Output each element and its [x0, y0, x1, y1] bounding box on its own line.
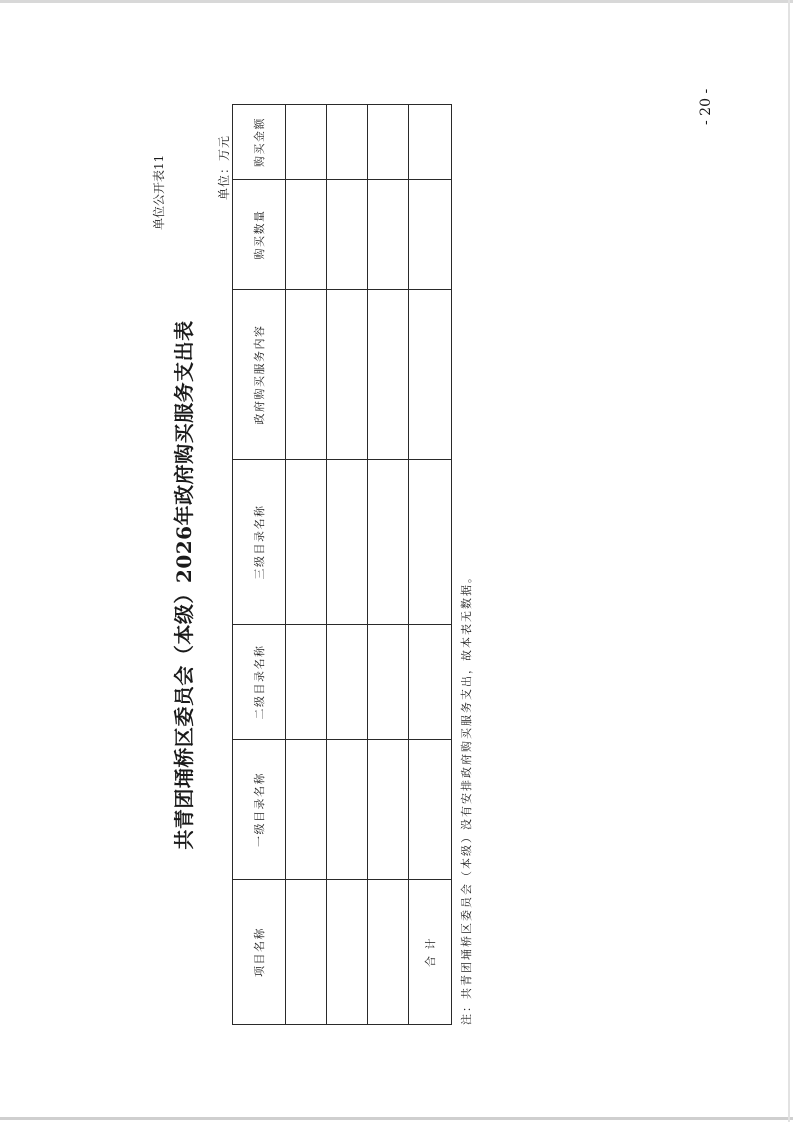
table-cell: [368, 740, 409, 880]
table-cell: [368, 290, 409, 460]
table-cell: [368, 880, 409, 1025]
table-cell: [409, 290, 452, 460]
table-cell: [327, 180, 368, 290]
table-cell: [409, 105, 452, 180]
total-label: 合 计: [409, 880, 452, 1025]
table-cell: [368, 460, 409, 625]
table-note: 注：共青团埇桥区委员会（本级）没有安排政府购买服务支出，故本表无数据。: [460, 570, 473, 1025]
table-header-row: [233, 105, 286, 1025]
header-cell: 政府购买服务内容: [233, 290, 286, 460]
page-title: 共青团埇桥区委员会（本级）2026年政府购买服务支出表: [172, 320, 196, 850]
table-cell: [368, 180, 409, 290]
table-cell: [286, 740, 327, 880]
table-total-row: [409, 105, 452, 1025]
header-cell: 一级目录名称: [233, 740, 286, 880]
table-cell: [409, 740, 452, 880]
table-cell: [327, 290, 368, 460]
service-purchase-table: [232, 104, 452, 1025]
header-cell: 三级目录名称: [233, 460, 286, 625]
unit-label: 单位：万元: [217, 134, 231, 200]
table-cell: [286, 290, 327, 460]
table-cell: [409, 180, 452, 290]
page-number: - 20 -: [698, 88, 714, 125]
table-cell: [327, 105, 368, 180]
table-cell: [327, 460, 368, 625]
table-cell: [327, 740, 368, 880]
scan-edge-top: [0, 0, 793, 3]
table-cell: [286, 105, 327, 180]
table-cell: [286, 880, 327, 1025]
table-cell: [368, 105, 409, 180]
scan-edge-right: [788, 0, 790, 1122]
header-cell: 购买金额: [233, 105, 286, 180]
table-cell: [286, 460, 327, 625]
table-row: [368, 105, 409, 1025]
table-cell: [286, 180, 327, 290]
table-row: [286, 105, 327, 1025]
scan-edge-bottom: [0, 1117, 793, 1120]
table-cell: [286, 625, 327, 740]
table-cell: [409, 460, 452, 625]
rotated-page: [150, 88, 750, 1100]
table-cell: [327, 880, 368, 1025]
form-code: 单位公开表11: [152, 154, 166, 230]
header-cell: 购买数量: [233, 180, 286, 290]
header-cell: 项目名称: [233, 880, 286, 1025]
table-cell: [327, 625, 368, 740]
header-cell: 二级目录名称: [233, 625, 286, 740]
table-row: [327, 105, 368, 1025]
table-cell: [409, 625, 452, 740]
table-cell: [368, 625, 409, 740]
